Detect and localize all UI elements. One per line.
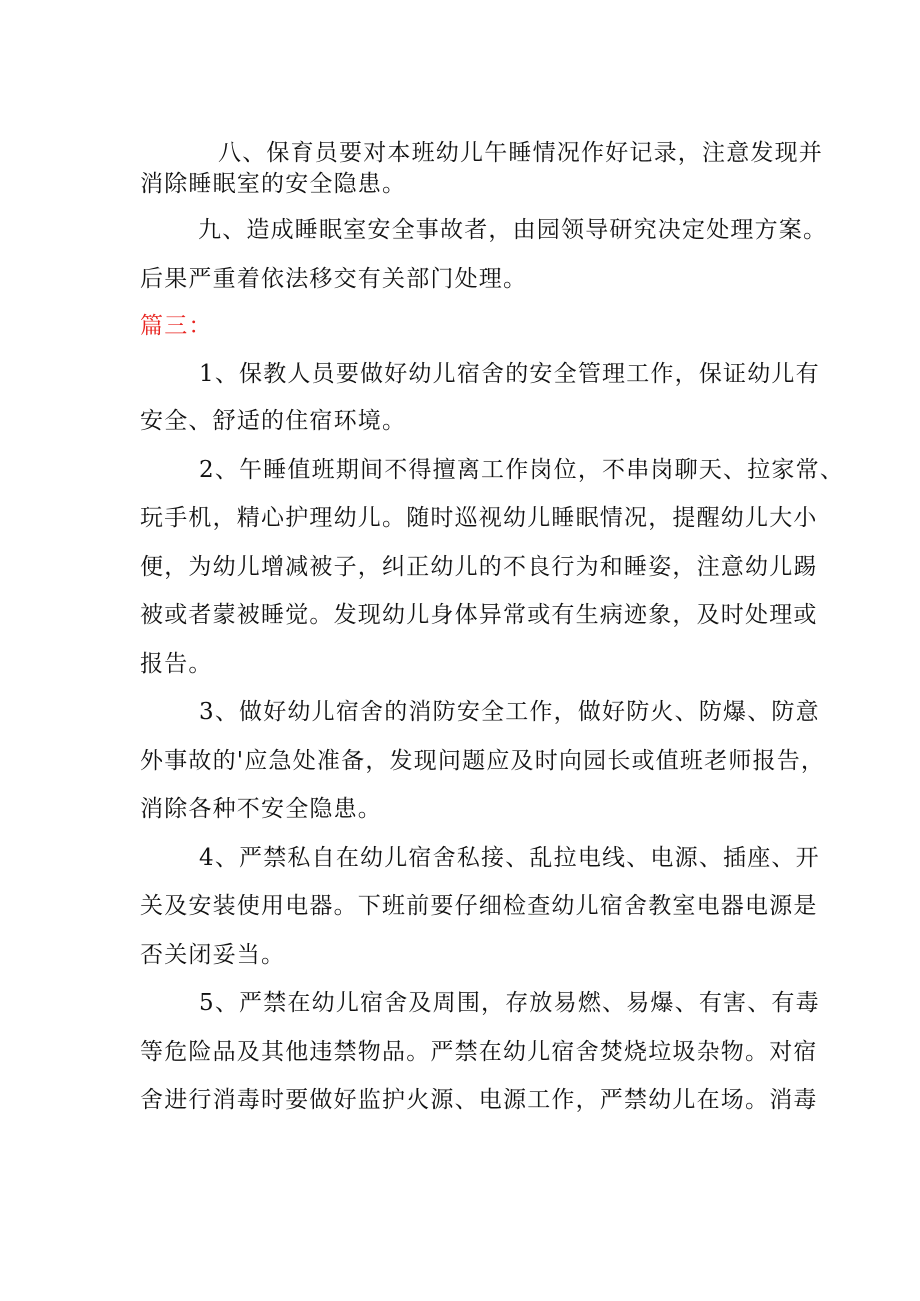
rule-4-line-3: 否关闭妥当。 <box>140 942 286 968</box>
rule-2-line-3: 便，为幼儿增减被子，纠正幼儿的不良行为和睡姿，注意幼儿踢 <box>140 554 818 580</box>
rule-3-line-2: 外事故的'应急处准备，发现问题应及时向园长或值班老师报告， <box>140 748 826 774</box>
section-heading: 篇三： <box>140 313 213 339</box>
rule-3-line-3: 消除各种不安全隐患。 <box>140 796 382 822</box>
item-8-line-1: 八、保育员要对本班幼儿午睡情况作好记录，注意发现并 <box>218 140 823 166</box>
rule-2-line-5: 报告。 <box>140 651 213 677</box>
rule-4-line-1: 4、严禁私自在幼儿宿舍私接、乱拉电线、电源、插座、开 <box>199 845 820 871</box>
item-9-line-2: 后果严重着依法移交有关部门处理。 <box>140 266 528 292</box>
rule-5-line-1: 5、严禁在幼儿宿舍及周围，存放易燃、易爆、有害、有毒 <box>199 990 820 1016</box>
rule-5-line-3: 舍进行消毒时要做好监护火源、电源工作，严禁幼儿在场。消毒 <box>140 1087 818 1113</box>
rule-1-line-1: 1、保教人员要做好幼儿宿舍的安全管理工作，保证幼儿有 <box>199 361 820 387</box>
rule-3-line-1: 3、做好幼儿宿舍的消防安全工作，做好防火、防爆、防意 <box>199 699 820 725</box>
rule-4-line-2: 关及安装使用电器。下班前要仔细检查幼儿宿舍教室电器电源是 <box>140 893 818 919</box>
rule-2-line-4: 被或者蒙被睡觉。发现幼儿身体异常或有生病迹象，及时处理或 <box>140 602 818 628</box>
item-8-line-2: 消除睡眠室的安全隐患。 <box>140 171 407 197</box>
rule-5-line-2: 等危险品及其他违禁物品。严禁在幼儿宿舍焚烧垃圾杂物。对宿 <box>140 1039 818 1065</box>
item-9-line-1: 九、造成睡眠室安全事故者，由园领导研究决定处理方案。 <box>198 217 828 243</box>
rule-1-line-2: 安全、舒适的住宿环境。 <box>140 408 407 434</box>
rule-2-line-2: 玩手机，精心护理幼儿。随时巡视幼儿睡眠情况，提醒幼儿大小 <box>140 505 818 531</box>
rule-2-line-1: 2、午睡值班期间不得擅离工作岗位，不串岗聊天、拉家常、 <box>199 457 845 483</box>
